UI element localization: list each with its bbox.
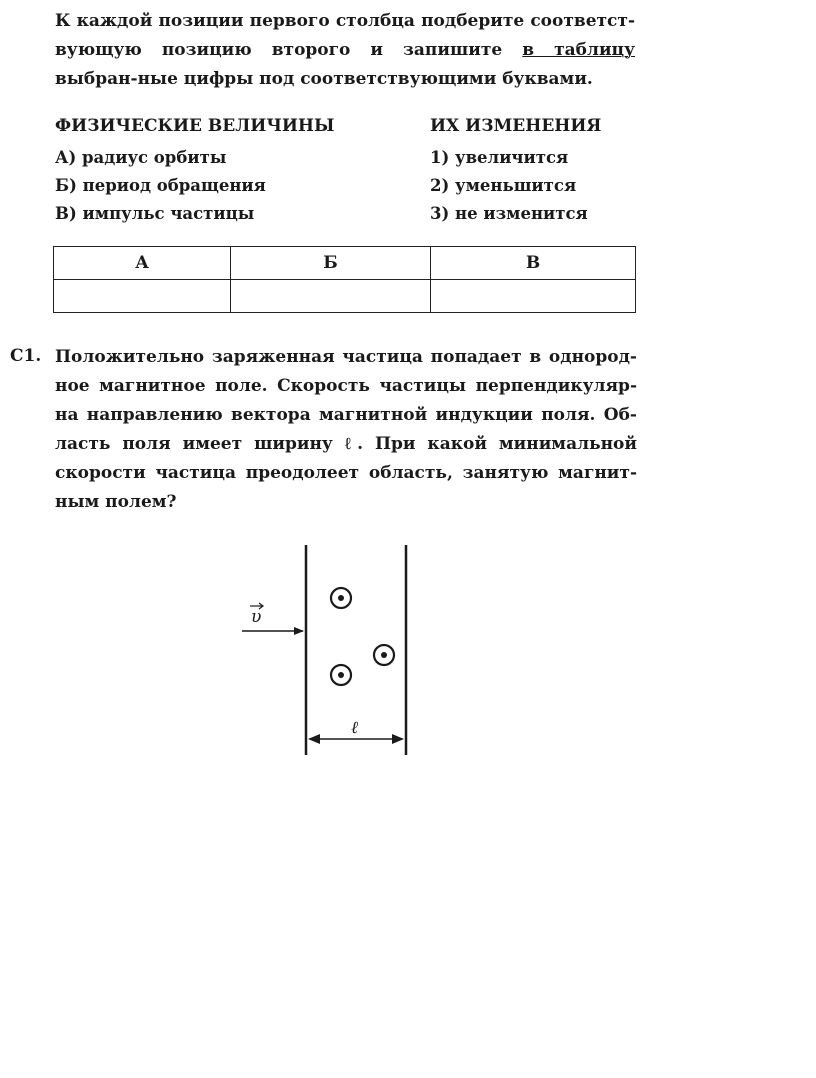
velocity-label: υ <box>251 607 262 627</box>
quantity-item-b: Б) период обращения <box>55 176 266 195</box>
instruction-emphasis: в таблицу <box>522 40 635 60</box>
width-label: ℓ <box>351 718 359 738</box>
instruction-text-end: выбран-ные цифры под соответствующими буквами. <box>55 69 593 89</box>
width-arrow-left <box>308 734 320 744</box>
answer-header-c: В <box>431 247 636 280</box>
change-item-2: 2) уменьшится <box>430 176 577 195</box>
instruction-text-start: К каждой позиции первого столбца подберите соответст-вующую позицию второго и запишите <box>55 11 635 60</box>
change-item-3: 3) не изменится <box>430 204 588 223</box>
change-item-1: 1) увеличится <box>430 148 569 167</box>
task-text: Положительно заряженная частица попадает в однород-ное магнитное поле. Скорость частицы перпендикуляр-на направлению вектора магнитной индукции поля. Об-ласть поля имеет ширину ℓ. При какой минимальной скорости частица преодолеет область, занятую магнит-ным полем? <box>55 347 637 512</box>
task-number: С1. <box>10 346 42 366</box>
quantity-item-a: А) радиус орбиты <box>55 148 227 167</box>
right-column-header: ИХ ИЗМЕНЕНИЯ <box>430 116 602 136</box>
field-symbol-out-of-page <box>331 665 351 685</box>
field-symbol-out-of-page <box>374 645 394 665</box>
answer-header-b: Б <box>231 247 431 280</box>
left-column-header: ФИЗИЧЕСКИЕ ВЕЛИЧИНЫ <box>55 116 335 136</box>
field-symbol-out-of-page <box>331 588 351 608</box>
answer-header-a: А <box>54 247 231 280</box>
width-arrow-right <box>392 734 404 744</box>
quantity-item-c: В) импульс частицы <box>55 204 255 223</box>
